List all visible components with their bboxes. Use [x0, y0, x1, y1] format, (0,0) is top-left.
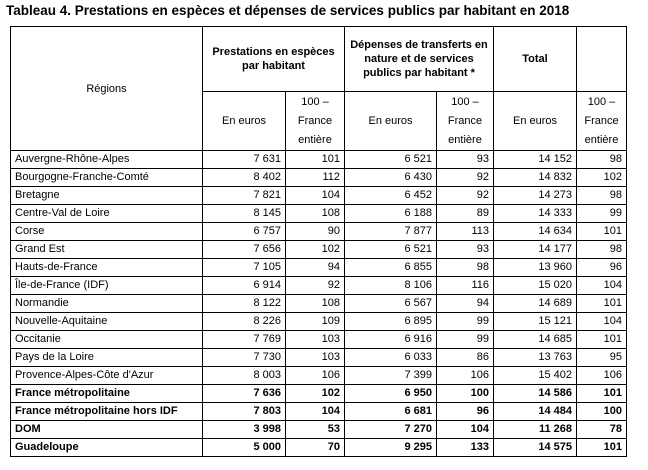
cell-euros-cash: 7 636	[203, 385, 286, 403]
cell-index-services: 104	[437, 421, 494, 439]
cell-euros-services: 6 188	[345, 205, 437, 223]
cell-index-cash: 94	[286, 259, 345, 277]
cell-index-services: 98	[437, 259, 494, 277]
table-row	[11, 205, 627, 223]
cell-index-services: 106	[437, 367, 494, 385]
cell-region: France métropolitaine	[11, 385, 203, 403]
cell-index-total: 101	[577, 223, 627, 241]
header-index-2: 100 – France entière	[437, 92, 494, 151]
header-euros-1: En euros	[203, 92, 286, 151]
cell-euros-total: 13 960	[494, 259, 577, 277]
table-row	[11, 169, 627, 187]
cell-euros-services: 6 567	[345, 295, 437, 313]
cell-euros-services: 7 399	[345, 367, 437, 385]
cell-euros-services: 6 033	[345, 349, 437, 367]
cell-index-cash: 70	[286, 439, 345, 457]
cell-euros-cash: 5 000	[203, 439, 286, 457]
cell-index-cash: 101	[286, 151, 345, 169]
cell-region: Nouvelle-Aquitaine	[11, 313, 203, 331]
cell-index-total: 102	[577, 169, 627, 187]
cell-index-total: 100	[577, 403, 627, 421]
cell-euros-total: 14 333	[494, 205, 577, 223]
cell-index-total: 98	[577, 241, 627, 259]
table-row	[11, 295, 627, 313]
cell-region: Bourgogne-Franche-Comté	[11, 169, 203, 187]
cell-euros-total: 11 268	[494, 421, 577, 439]
cell-index-services: 92	[437, 187, 494, 205]
cell-euros-services: 7 877	[345, 223, 437, 241]
cell-euros-services: 6 855	[345, 259, 437, 277]
cell-euros-total: 14 177	[494, 241, 577, 259]
cell-euros-cash: 8 122	[203, 295, 286, 313]
cell-euros-cash: 7 803	[203, 403, 286, 421]
cell-euros-total: 14 685	[494, 331, 577, 349]
cell-index-total: 96	[577, 259, 627, 277]
data-table	[10, 26, 627, 457]
header-group-total: Total	[494, 27, 577, 92]
cell-index-services: 89	[437, 205, 494, 223]
cell-region: Grand Est	[11, 241, 203, 259]
cell-euros-services: 6 521	[345, 151, 437, 169]
cell-euros-cash: 7 656	[203, 241, 286, 259]
cell-index-services: 113	[437, 223, 494, 241]
cell-region: Centre-Val de Loire	[11, 205, 203, 223]
cell-euros-services: 7 270	[345, 421, 437, 439]
cell-index-cash: 102	[286, 385, 345, 403]
cell-index-services: 100	[437, 385, 494, 403]
cell-index-total: 98	[577, 187, 627, 205]
cell-euros-total: 13 763	[494, 349, 577, 367]
cell-index-cash: 90	[286, 223, 345, 241]
cell-euros-cash: 7 769	[203, 331, 286, 349]
cell-index-services: 99	[437, 331, 494, 349]
cell-region: Occitanie	[11, 331, 203, 349]
cell-index-total: 98	[577, 151, 627, 169]
cell-region: France métropolitaine hors IDF	[11, 403, 203, 421]
cell-region: Guadeloupe	[11, 439, 203, 457]
cell-euros-cash: 7 105	[203, 259, 286, 277]
cell-index-cash: 104	[286, 187, 345, 205]
cell-index-total: 99	[577, 205, 627, 223]
cell-region: Bretagne	[11, 187, 203, 205]
cell-euros-services: 6 521	[345, 241, 437, 259]
cell-euros-cash: 7 821	[203, 187, 286, 205]
cell-index-services: 133	[437, 439, 494, 457]
cell-index-services: 86	[437, 349, 494, 367]
cell-euros-total: 14 152	[494, 151, 577, 169]
table-row	[11, 367, 627, 385]
cell-index-total: 101	[577, 439, 627, 457]
cell-index-cash: 103	[286, 331, 345, 349]
table-row	[11, 331, 627, 349]
table-row	[11, 385, 627, 403]
cell-euros-total: 14 689	[494, 295, 577, 313]
cell-index-services: 92	[437, 169, 494, 187]
cell-index-cash: 102	[286, 241, 345, 259]
cell-euros-total: 14 634	[494, 223, 577, 241]
cell-index-total: 78	[577, 421, 627, 439]
header-group-cash-benefits: Prestations en espèces par habitant	[203, 27, 345, 92]
cell-euros-cash: 6 757	[203, 223, 286, 241]
cell-index-cash: 108	[286, 205, 345, 223]
cell-index-services: 93	[437, 151, 494, 169]
table-row	[11, 403, 627, 421]
cell-index-total: 104	[577, 277, 627, 295]
table-title: Tableau 4. Prestations en espèces et dépenses de services publics par habitant en 2018	[6, 3, 570, 18]
cell-region: Normandie	[11, 295, 203, 313]
cell-index-total: 95	[577, 349, 627, 367]
table-row	[11, 349, 627, 367]
cell-index-services: 93	[437, 241, 494, 259]
table-row	[11, 223, 627, 241]
cell-euros-cash: 6 914	[203, 277, 286, 295]
header-index-1: 100 – France entière	[286, 92, 345, 151]
cell-index-total: 106	[577, 367, 627, 385]
cell-index-services: 116	[437, 277, 494, 295]
cell-index-total: 104	[577, 313, 627, 331]
cell-index-total: 101	[577, 295, 627, 313]
header-euros-2: En euros	[345, 92, 437, 151]
cell-euros-total: 14 273	[494, 187, 577, 205]
cell-region: DOM	[11, 421, 203, 439]
cell-index-services: 94	[437, 295, 494, 313]
cell-euros-total: 15 121	[494, 313, 577, 331]
cell-euros-cash: 8 226	[203, 313, 286, 331]
cell-euros-total: 14 484	[494, 403, 577, 421]
cell-euros-cash: 3 998	[203, 421, 286, 439]
cell-region: Pays de la Loire	[11, 349, 203, 367]
cell-euros-cash: 8 145	[203, 205, 286, 223]
cell-euros-services: 6 452	[345, 187, 437, 205]
cell-region: Provence-Alpes-Côte d'Azur	[11, 367, 203, 385]
cell-index-cash: 92	[286, 277, 345, 295]
cell-euros-services: 6 916	[345, 331, 437, 349]
cell-euros-services: 8 106	[345, 277, 437, 295]
cell-euros-total: 15 020	[494, 277, 577, 295]
cell-euros-total: 15 402	[494, 367, 577, 385]
cell-index-total: 101	[577, 331, 627, 349]
table-row	[11, 439, 627, 457]
cell-euros-services: 6 895	[345, 313, 437, 331]
table-row	[11, 151, 627, 169]
cell-euros-cash: 8 003	[203, 367, 286, 385]
cell-euros-total: 14 586	[494, 385, 577, 403]
cell-euros-services: 9 295	[345, 439, 437, 457]
cell-index-total: 101	[577, 385, 627, 403]
header-index-3: 100 – France entière	[577, 92, 627, 151]
cell-euros-services: 6 681	[345, 403, 437, 421]
cell-index-cash: 109	[286, 313, 345, 331]
header-empty-cell	[577, 27, 627, 92]
header-regions: Régions	[11, 27, 203, 151]
cell-index-cash: 108	[286, 295, 345, 313]
cell-euros-services: 6 430	[345, 169, 437, 187]
cell-region: Corse	[11, 223, 203, 241]
cell-index-services: 99	[437, 313, 494, 331]
table-row	[11, 259, 627, 277]
cell-euros-cash: 8 402	[203, 169, 286, 187]
table-row	[11, 421, 627, 439]
cell-region: Auvergne-Rhône-Alpes	[11, 151, 203, 169]
cell-euros-cash: 7 631	[203, 151, 286, 169]
table-row	[11, 277, 627, 295]
cell-index-cash: 103	[286, 349, 345, 367]
cell-index-cash: 106	[286, 367, 345, 385]
table-row	[11, 241, 627, 259]
table-row	[11, 313, 627, 331]
cell-euros-total: 14 832	[494, 169, 577, 187]
cell-region: Hauts-de-France	[11, 259, 203, 277]
cell-index-cash: 112	[286, 169, 345, 187]
cell-region: Île-de-France (IDF)	[11, 277, 203, 295]
cell-index-cash: 104	[286, 403, 345, 421]
header-group-public-services: Dépenses de transferts en nature et de services publics par habitant *	[345, 27, 494, 92]
cell-euros-total: 14 575	[494, 439, 577, 457]
cell-index-cash: 53	[286, 421, 345, 439]
cell-euros-cash: 7 730	[203, 349, 286, 367]
header-euros-3: En euros	[494, 92, 577, 151]
cell-euros-services: 6 950	[345, 385, 437, 403]
table-row	[11, 187, 627, 205]
cell-index-services: 96	[437, 403, 494, 421]
